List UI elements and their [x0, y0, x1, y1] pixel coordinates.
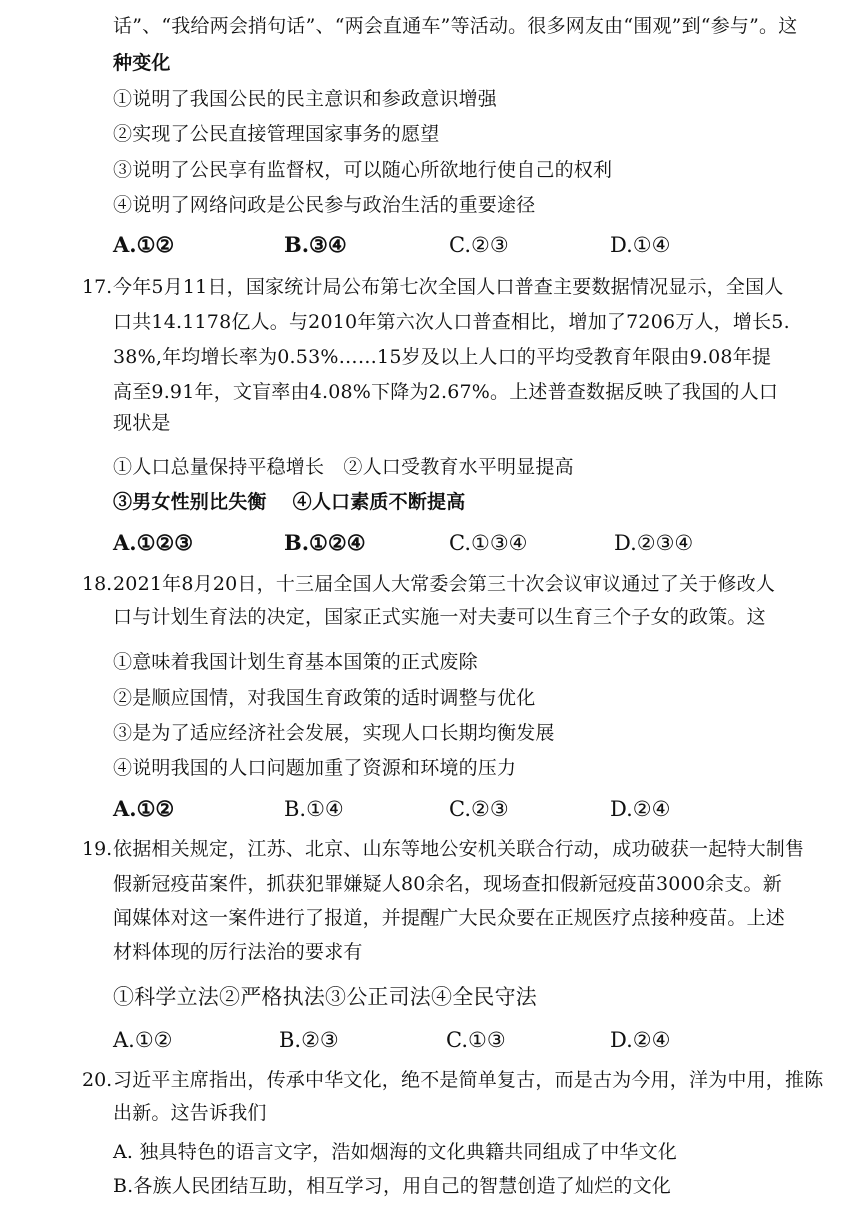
q18-option-d: D.②④ — [610, 797, 671, 821]
q20-option-a: A. 独具特色的语言文字，浩如烟海的文化典籍共同组成了中华文化 — [113, 1141, 678, 1163]
q16-stem-line-1: 话”、“我给两会捎句话”、“两会直通车”等活动。很多网友由“围观”到“参与”。这 — [113, 15, 798, 37]
q16-stem-line-2: 种变化 — [113, 52, 171, 74]
q19-option-c: C.①③ — [446, 1028, 506, 1052]
q18-stem-line-2: 口与计划生育法的决定，国家正式实施一对夫妻可以生育三个子女的政策。这 — [113, 606, 766, 628]
q17-item-2: ③男女性别比失衡 ④人口素质不断提高 — [113, 491, 466, 513]
q18-item-4: ④说明我国的人口问题加重了资源和环境的压力 — [113, 757, 517, 779]
q19-option-b: B.②③ — [279, 1028, 339, 1052]
q19-stem-line-3: 闻媒体对这一案件进行了报道，并提醒广大民众要在正规医疗点接种疫苗。上述 — [113, 907, 786, 929]
q17-stem-line-5: 现状是 — [113, 412, 171, 434]
q16-option-a: A.①② — [113, 232, 175, 257]
q19-stem-line-2: 假新冠疫苗案件，抓获犯罪嫌疑人80余名，现场查扣假新冠疫苗3000余支。新 — [113, 873, 782, 895]
q20-option-b: B.各族人民团结互助，相互学习，用自己的智慧创造了灿烂的文化 — [113, 1175, 672, 1197]
q18-option-c: C.②③ — [449, 797, 509, 821]
q17-option-b: B.①②④ — [284, 530, 366, 555]
q20-number: 20. — [82, 1069, 113, 1091]
q19-option-d: D.②④ — [610, 1028, 671, 1052]
q18-option-b: B.①④ — [284, 797, 344, 821]
q18-number: 18. — [82, 573, 113, 595]
q19-item-1: ①科学立法②严格执法③公正司法④全民守法 — [113, 985, 537, 1009]
q17-option-c: C.①③④ — [449, 531, 528, 555]
q19-stem-line-1: 依据相关规定，江苏、北京、山东等地公安机关联合行动，成功破获一起特大制售 — [113, 838, 805, 860]
q18-option-a: A.①② — [113, 796, 175, 821]
q20-stem-line-2: 出新。这告诉我们 — [113, 1102, 267, 1124]
q16-item-4: ④说明了网络问政是公民参与政治生活的重要途径 — [113, 194, 536, 216]
q17-stem-line-2: 口共14.1178亿人。与2010年第六次人口普查相比，增加了7206万人，增长5. — [113, 311, 790, 333]
q17-stem-line-1: 今年5月11日，国家统计局公布第七次全国人口普查主要数据情况显示，全国人 — [113, 276, 784, 298]
q16-item-3: ③说明了公民享有监督权，可以随心所欲地行使自己的权利 — [113, 159, 613, 181]
q19-option-a: A.①② — [113, 1028, 173, 1052]
q16-item-2: ②实现了公民直接管理国家事务的愿望 — [113, 123, 440, 145]
q17-option-d: D.②③④ — [614, 531, 694, 555]
q17-stem-line-3: 38%,年均增长率为0.53%……15岁及以上人口的平均受教育年限由9.08年提 — [113, 346, 772, 368]
q17-stem-line-4: 高至9.91年，文盲率由4.08%下降为2.67%。上述普查数据反映了我国的人口 — [113, 381, 779, 403]
q17-option-a: A.①②③ — [113, 530, 194, 555]
q20-stem-line-1: 习近平主席指出，传承中华文化，绝不是简单复古，而是古为今用，洋为中用，推陈 — [113, 1069, 824, 1091]
q19-number: 19. — [82, 838, 113, 860]
q16-item-1: ①说明了我国公民的民主意识和参政意识增强 — [113, 88, 498, 110]
q17-item-1: ①人口总量保持平稳增长 ②人口受教育水平明显提高 — [113, 456, 574, 478]
q18-item-3: ③是为了适应经济社会发展，实现人口长期均衡发展 — [113, 722, 555, 744]
q16-option-c: C.②③ — [449, 233, 509, 257]
q18-item-1: ①意味着我国计划生育基本国策的正式废除 — [113, 651, 478, 673]
q16-option-b: B.③④ — [284, 232, 347, 257]
q16-option-d: D.①④ — [610, 233, 671, 257]
q18-item-2: ②是顺应国情，对我国生育政策的适时调整与优化 — [113, 687, 536, 709]
q19-stem-line-4: 材料体现的厉行法治的要求有 — [113, 941, 363, 963]
q17-number: 17. — [82, 276, 113, 298]
q18-stem-line-1: 2021年8月20日，十三届全国人大常委会第三十次会议审议通过了关于修改人 — [113, 573, 776, 595]
